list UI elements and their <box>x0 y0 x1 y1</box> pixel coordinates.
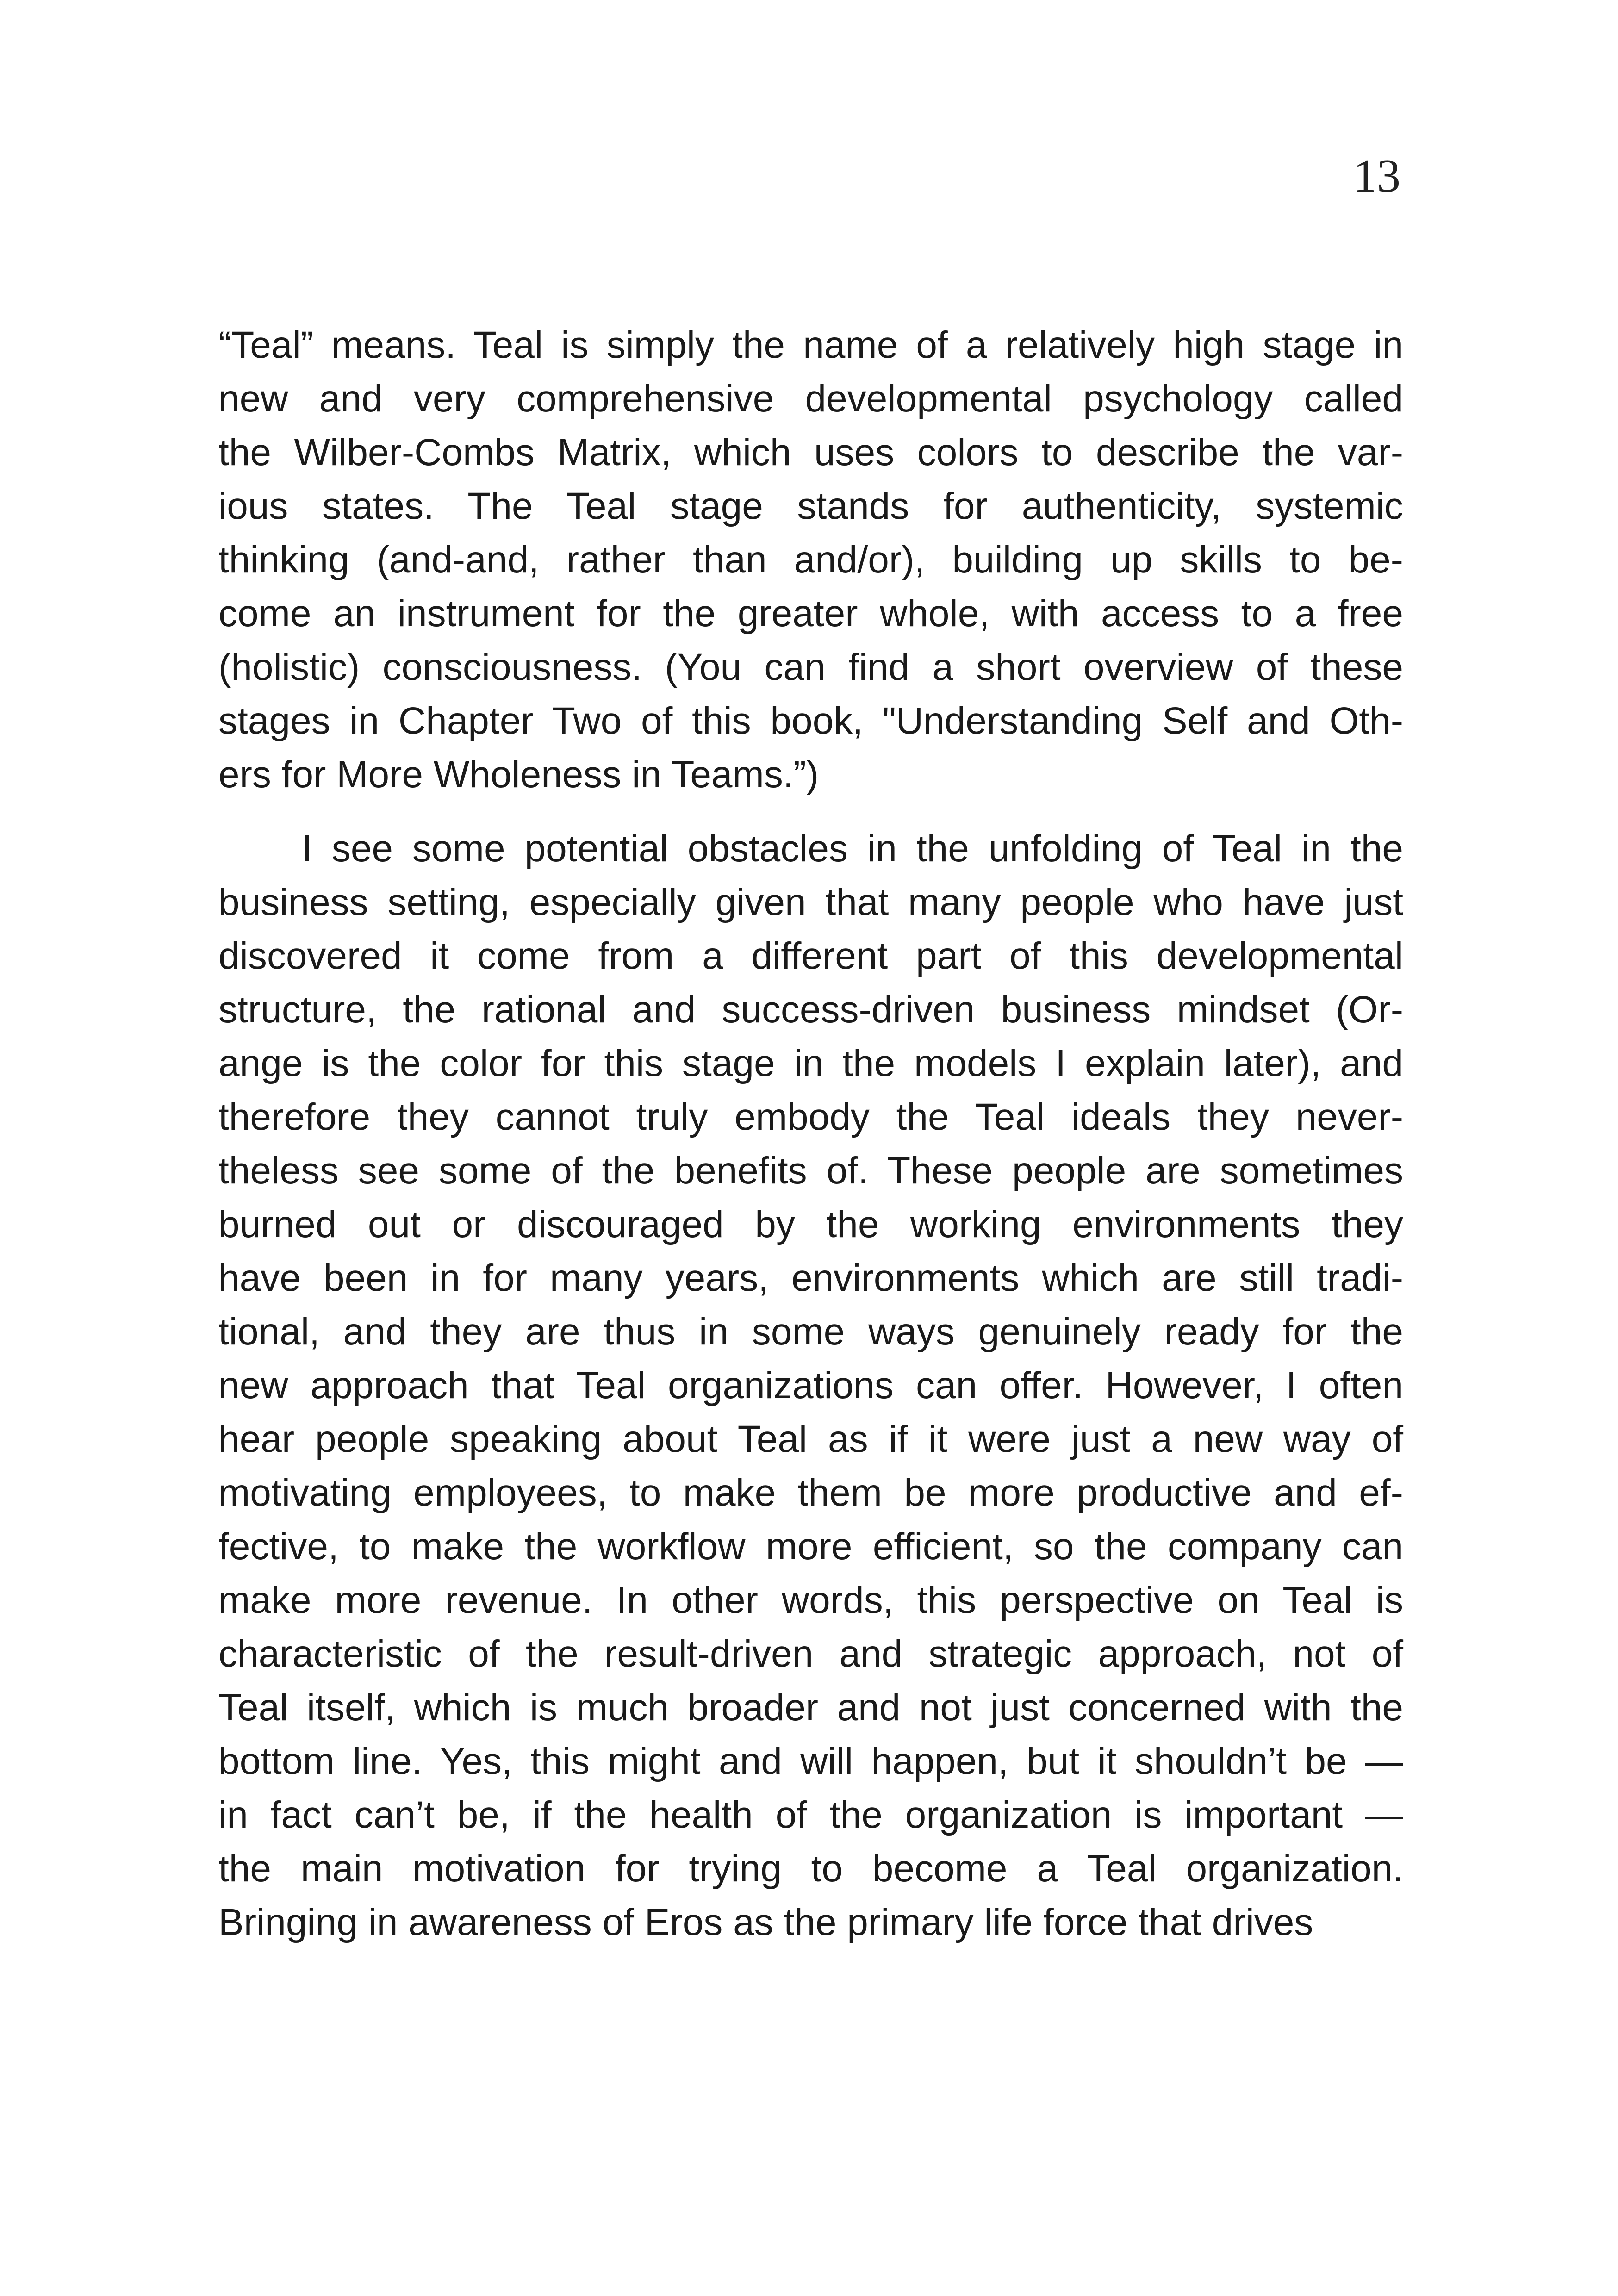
text-line: stages in Chapter Two of this book, "Understanding Self and Oth- <box>218 700 1403 742</box>
text-line: discovered it come from a different part of this developmental <box>218 935 1403 977</box>
text-line: motivating employees, to make them be more productive and ef- <box>218 1472 1403 1514</box>
text-line: hear people speaking about Teal as if it were just a new way of <box>218 1418 1403 1460</box>
text-line: have been in for many years, environments which are still tradi- <box>218 1257 1403 1299</box>
text-line: ange is the color for this stage in the models I explain later), and <box>218 1042 1403 1084</box>
text-line: the Wilber-Combs Matrix, which uses colors to describe the var- <box>218 431 1403 473</box>
text-line: thinking (and-and, rather than and/or), building up skills to be- <box>218 539 1403 581</box>
text-line: I see some potential obstacles in the unfolding of Teal in the <box>302 828 1403 870</box>
text-line: fective, to make the workflow more efficient, so the company can <box>218 1525 1403 1568</box>
text-line: tional, and they are thus in some ways genuinely ready for the <box>218 1311 1403 1353</box>
text-line: bottom line. Yes, this might and will happen, but it shouldn’t be — <box>218 1740 1403 1782</box>
text-line: characteristic of the result-driven and strategic approach, not of <box>218 1633 1403 1675</box>
text-line: ious states. The Teal stage stands for authenticity, systemic <box>218 485 1403 527</box>
text-line: Bringing in awareness of Eros as the primary life force that drives <box>218 1901 1313 1943</box>
text-line: business setting, especially given that many people who have just <box>218 881 1403 923</box>
text-line: come an instrument for the greater whole, with access to a free <box>218 592 1403 635</box>
text-line: Teal itself, which is much broader and not just concerned with the <box>218 1686 1403 1729</box>
paragraph <box>218 822 1403 1949</box>
text-line: new approach that Teal organizations can offer. However, I often <box>218 1364 1403 1406</box>
paragraph <box>218 318 1403 802</box>
text-line: burned out or discouraged by the working environments they <box>218 1203 1403 1245</box>
text-line: make more revenue. In other words, this perspective on Teal is <box>218 1579 1403 1621</box>
text-line: in fact can’t be, if the health of the organization is important — <box>218 1794 1403 1836</box>
text-line: new and very comprehensive developmental psychology called <box>218 378 1403 420</box>
text-line: (holistic) consciousness. (You can find a short overview of these <box>218 646 1403 688</box>
paragraph-gap <box>218 802 1403 822</box>
text-line: “Teal” means. Teal is simply the name of a relatively high stage in <box>218 324 1403 366</box>
body-text <box>218 318 1403 1949</box>
text-line: therefore they cannot truly embody the Teal ideals they never- <box>218 1096 1403 1138</box>
page-number: 13 <box>1353 150 1400 202</box>
text-line: theless see some of the benefits of. These people are sometimes <box>218 1150 1403 1192</box>
text-line: ers for More Wholeness in Teams.”) <box>218 753 819 796</box>
text-line: the main motivation for trying to become a Teal organization. <box>218 1848 1403 1890</box>
text-line: structure, the rational and success-driven business mindset (Or- <box>218 989 1403 1031</box>
